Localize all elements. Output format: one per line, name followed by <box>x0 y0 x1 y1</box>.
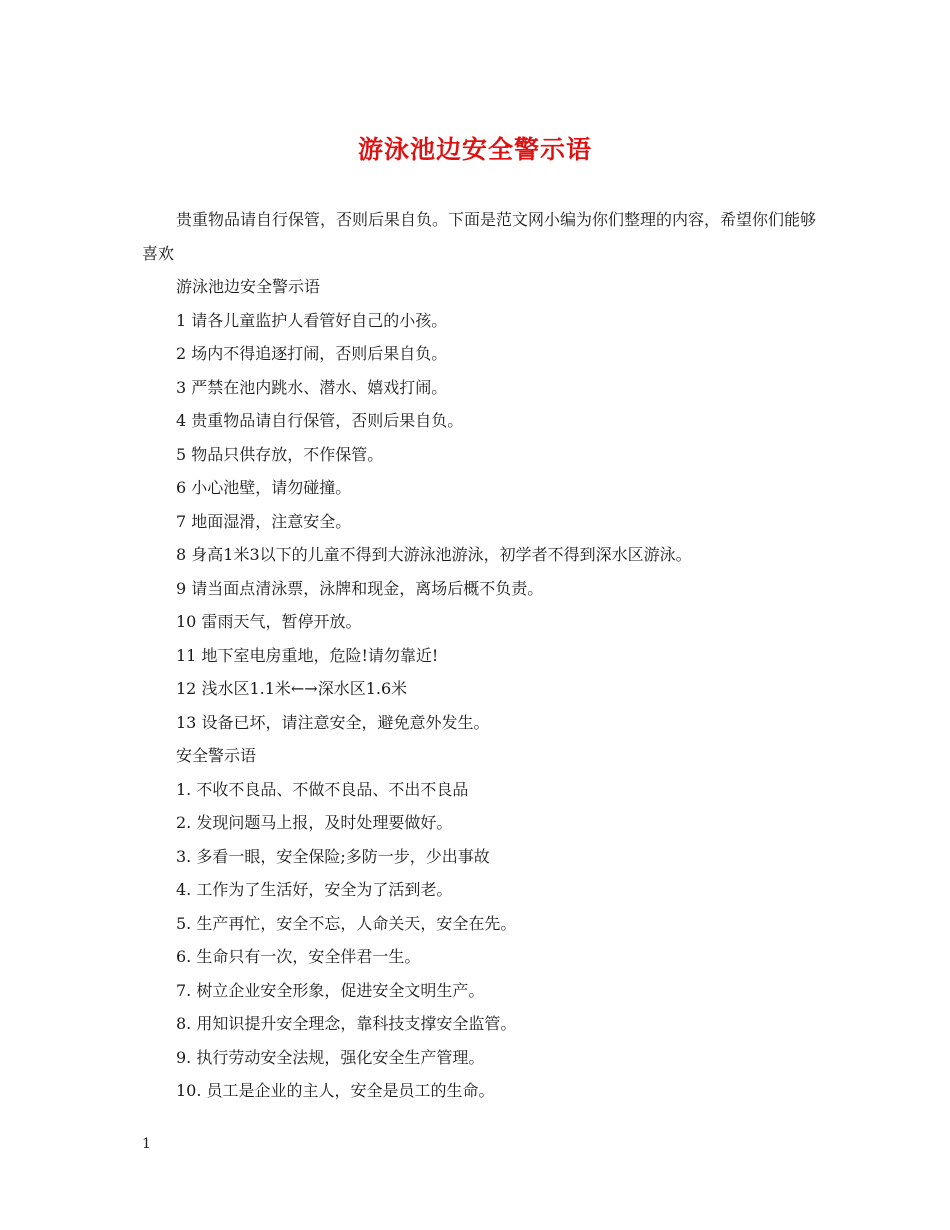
section-heading-safety: 安全警示语 <box>176 746 257 765</box>
list-item: 6. 生命只有一次，安全伴君一生。 <box>176 947 421 966</box>
list-item: 10. 员工是企业的主人，安全是员工的生命。 <box>176 1081 495 1100</box>
list-item: 9 请当面点清泳票，泳牌和现金，离场后概不负责。 <box>176 578 544 598</box>
list-item: 1. 不收不良品、不做不良品、不出不良品 <box>176 779 469 799</box>
list-item: 8 身高1米3以下的儿童不得到大游泳池游泳，初学者不得到深水区游泳。 <box>176 545 692 564</box>
list-item: 13 设备已坏，请注意安全，避免意外发生。 <box>176 712 490 732</box>
list-item: 12 浅水区1.1米←→深水区1.6米 <box>176 679 408 698</box>
intro-paragraph: 贵重物品请自行保管，否则后果自负。下面是范文网小编为你们整理的内容，希望你们能够喜欢 <box>142 210 817 263</box>
list-item: 5 物品只供存放，不作保管。 <box>176 444 384 464</box>
list-item: 2. 发现问题马上报，及时处理要做好。 <box>176 813 453 832</box>
list-item: 5. 生产再忙，安全不忘，人命关天，安全在先。 <box>176 913 517 933</box>
list-item: 8. 用知识提升安全理念，靠科技支撑安全监管。 <box>176 1014 517 1033</box>
list-item: 3 严禁在池内跳水、潜水、嬉戏打闹。 <box>176 377 448 397</box>
page-number: 1 <box>142 1136 151 1152</box>
list-item: 7. 树立企业安全形象，促进安全文明生产。 <box>176 980 485 1000</box>
list-item: 4. 工作为了生活好，安全为了活到老。 <box>176 880 453 899</box>
list-item: 6 小心池壁，请勿碰撞。 <box>176 478 352 497</box>
list-item: 11 地下室电房重地，危险!请勿靠近! <box>176 645 439 665</box>
list-item: 9. 执行劳动安全法规，强化安全生产管理。 <box>176 1047 485 1067</box>
list-item: 10 雷雨天气，暂停开放。 <box>176 612 362 631</box>
list-item: 7 地面湿滑，注意安全。 <box>176 511 352 531</box>
document-title: 游泳池边安全警示语 <box>357 135 592 164</box>
list-item: 1 请各儿童监护人看管好自己的小孩。 <box>176 310 448 330</box>
document-body <box>142 203 822 1108</box>
section-heading-pool: 游泳池边安全警示语 <box>176 277 321 296</box>
list-item: 4 贵重物品请自行保管，否则后果自负。 <box>176 411 464 430</box>
list-item: 2 场内不得追逐打闹，否则后果自负。 <box>176 344 448 363</box>
list-item: 3. 多看一眼，安全保险;多防一步，少出事故 <box>176 846 490 866</box>
